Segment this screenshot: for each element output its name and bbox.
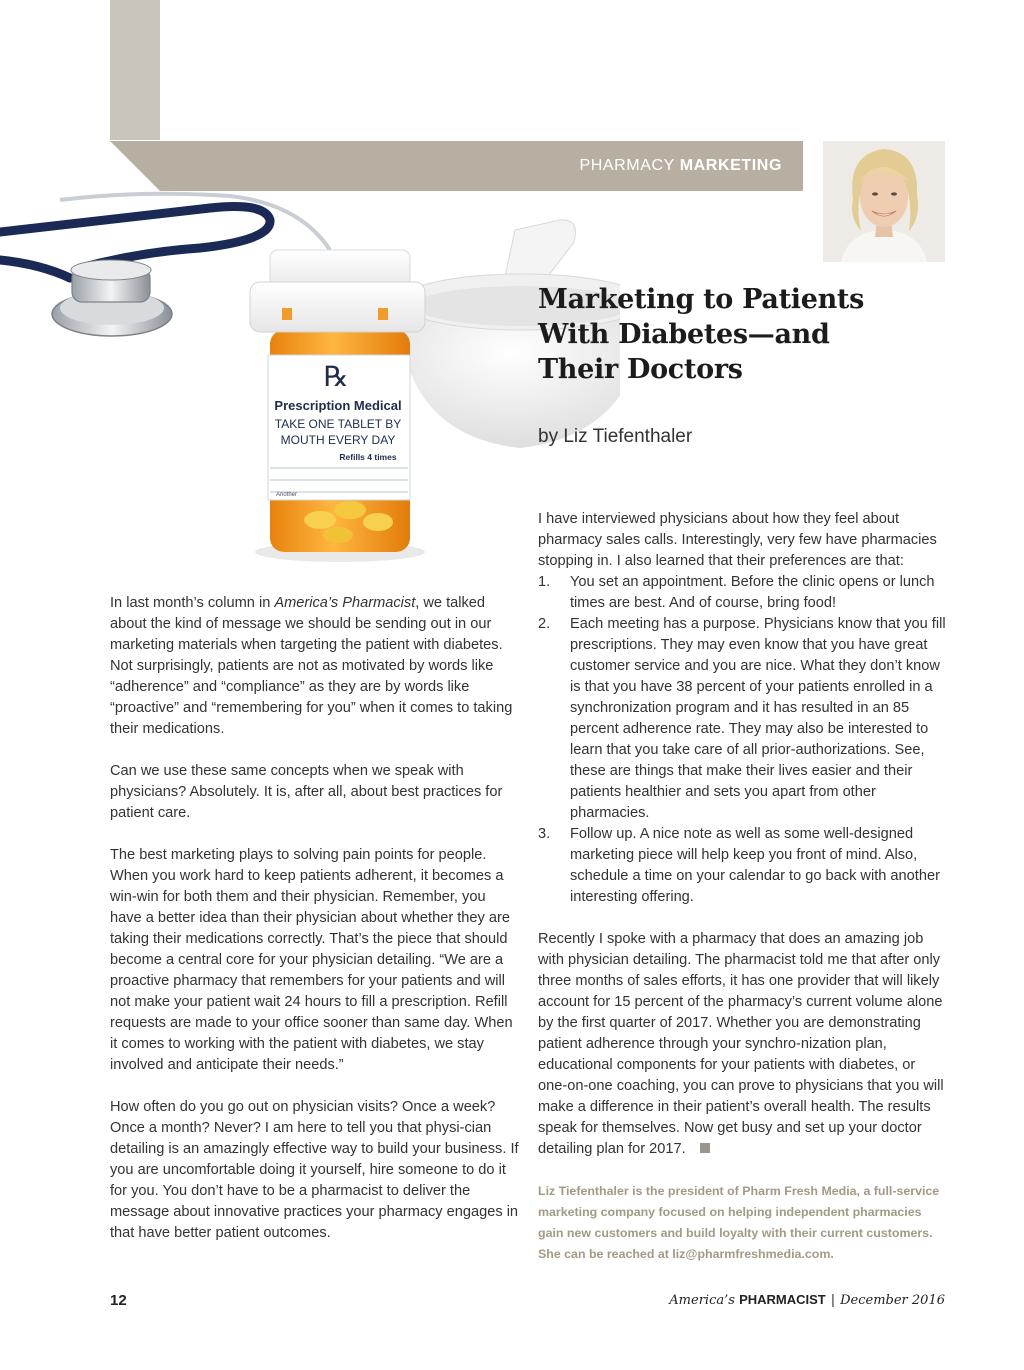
- publication-name: America’s Pharmacist: [274, 595, 416, 611]
- section-label-bold: MARKETING: [679, 157, 782, 174]
- paragraph-3: The best marketing plays to solving pain points for people. When you work hard to keep patients adherent, it becomes a win-win for both them and their physician. Remember, you have a better idea than their physician about whether they are taking their medications correctly. That’s the piece that should become a central core for your physician detailing. “We are a proactive pharmacy that remembers for your patients and will not make your patient wait 24 hours to fill a prescription. Refill requests are made to your office sooner than same day. When it comes to working with the patient with diabetes, we stay involved and anticipate their needs.”: [110, 847, 513, 1073]
- label-another: Another: [276, 492, 298, 498]
- article-title: Marketing to Patients With Diabetes—and Their Doctors: [538, 284, 864, 385]
- label-line1: TAKE ONE TABLET BY: [274, 417, 402, 431]
- footer-publication: America’s PHARMACIST | December 2016: [669, 1292, 945, 1308]
- author-bio: Liz Tiefenthaler is the president of Pharm Fresh Media, a full-service marketing company focused on helping independent pharmacies gain new customers and build loyalty with their current customers. She can be reached at liz@pharmfreshmedia.com.: [538, 1184, 940, 1261]
- end-mark-icon: [700, 1143, 710, 1153]
- list-item: 2. Each meeting has a purpose. Physicians know that you fill prescriptions. They may even know that you have great customer service and you are nice. What they don’t know is that you have 38 percent of your patients enrolled in a synchronization program and it has resulted in an 85 percent adherence rate. They may also be interested to learn that you take care of all prior-authorizations. See, these are things that make their lives easier and their patients healthier and sets you apart from other pharmacies.: [538, 616, 946, 821]
- section-label: [560, 157, 782, 175]
- paragraph-1: In last month’s column in America’s Pharmacist, we talked about the kind of message we should be sending out in our marketing materials when targeting the patient with diabetes. Not surprisingly, patients are not as motivated by words like “adherence” and “compliance” as they are by words like “proactive” and “remembering for you” when it comes to taking their medications.: [110, 595, 513, 737]
- label-line2: MOUTH EVERY DAY: [280, 433, 396, 447]
- hero-image: [0, 190, 620, 565]
- author-photo: [823, 141, 945, 262]
- paragraph-intro: I have interviewed physicians about how they feel about pharmacy sales calls. Interestingly, very few have pharmacies stopping in. I also learned that their preferences are that:: [538, 511, 937, 569]
- paragraph-2: Can we use these same concepts when we speak with physicians? Absolutely. It is, after all, about best practices for patient care.: [110, 763, 503, 821]
- label-refills: Refills 4 times: [339, 452, 397, 462]
- paragraph-closing: Recently I spoke with a pharmacy that does an amazing job with physician detailing. The pharmacist told me that after only three months of sales efforts, it has one provider that will likely account for 15 percent of the pharmacy’s current volume alone by the first quarter of 2017. Whether you are demonstrating patient adherence through your synchro-nization plan, educational components for your patients with diabetes, or one-on-one coaching, you can prove to physicians that you will make a difference in their patient’s overall health. The results speak for themselves. Now get busy and set up your doctor detailing plan for 2017.: [538, 931, 944, 1157]
- list-item: 3. Follow up. A nice note as well as some well-designed marketing piece will help keep you front of mind. Also, schedule a time on your calendar to go back with another interesting offering.: [538, 826, 940, 905]
- article-column-right: [538, 509, 948, 1181]
- preferences-list: [538, 572, 948, 908]
- page-number: 12: [110, 1292, 127, 1309]
- article-column-left: [110, 593, 520, 1265]
- label-title: Prescription Medical: [274, 398, 402, 413]
- paragraph-4: How often do you go out on physician visits? Once a week? Once a month? Never? I am here to tell you that physi-cian detailing is an amazingly effective way to build your business. If you are uncomfortable doing it yourself, hire someone to do it for you. You don’t have to be a pharmacist to deliver the message about innovative practices your pharmacy engages in that have better patient outcomes.: [110, 1099, 519, 1241]
- rx-symbol: ℞: [323, 360, 349, 393]
- list-item: 1. You set an appointment. Before the clinic opens or lunch times are best. And of course, bring food!: [538, 574, 935, 611]
- article-byline: by Liz Tiefenthaler: [538, 426, 693, 447]
- decorative-vertical-bar: [110, 0, 160, 140]
- section-label-light: PHARMACY: [579, 157, 675, 174]
